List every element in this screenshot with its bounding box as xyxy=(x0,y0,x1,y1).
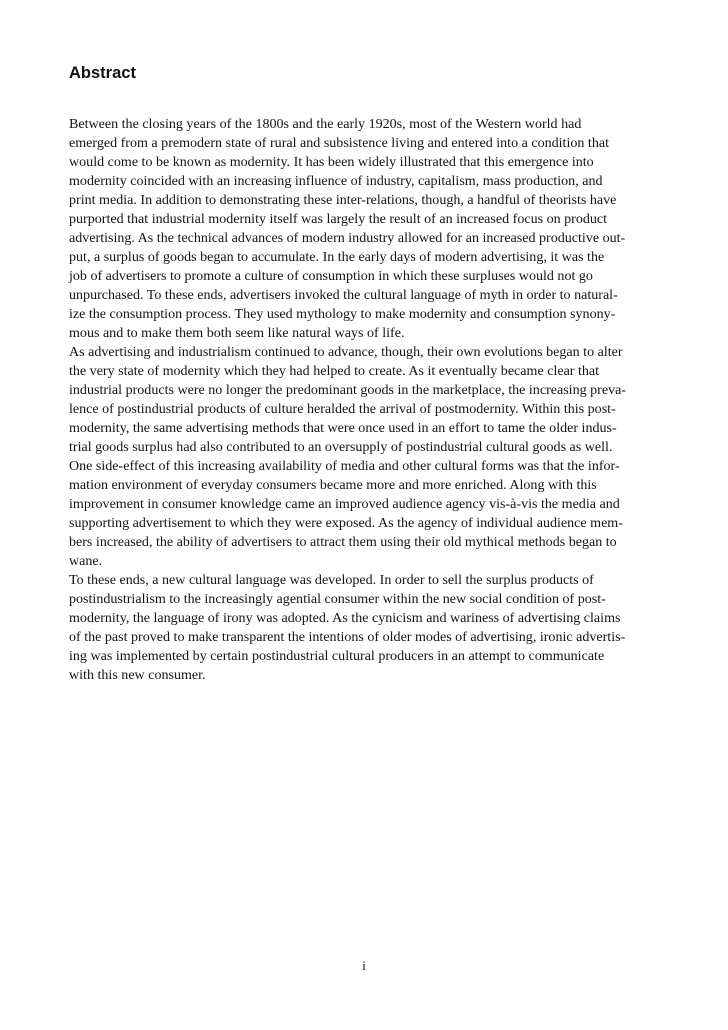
text-line: modernity, the language of irony was adopted. As the cynicism and wariness of advertising claims xyxy=(69,610,621,626)
text-line: postindustrialism to the increasingly agential consumer within the new social condition of post- xyxy=(69,591,606,607)
text-line: trial goods surplus had also contributed to an oversupply of postindustrial cultural goods as well. xyxy=(69,439,613,455)
paragraph-2 xyxy=(69,343,669,571)
text-line: mation environment of everyday consumers became more and more enriched. Along with this xyxy=(69,477,597,493)
text-line: modernity coincided with an increasing influence of industry, capitalism, mass production, and xyxy=(69,173,603,189)
text-line: would come to be known as modernity. It has been widely illustrated that this emergence into xyxy=(69,154,594,170)
text-line: put, a surplus of goods began to accumulate. In the early days of modern advertising, it was the xyxy=(69,249,605,265)
text-line: purported that industrial modernity itself was largely the result of an increased focus on product xyxy=(69,211,608,227)
text-line: advertising. As the technical advances of modern industry allowed for an increased productive out- xyxy=(69,230,626,246)
text-line: emerged from a premodern state of rural and subsistence living and entered into a condition that xyxy=(69,135,609,151)
text-line: ize the consumption process. They used mythology to make modernity and consumption synony- xyxy=(69,306,616,322)
text-line: modernity, the same advertising methods that were once used in an effort to tame the older indus- xyxy=(69,420,617,436)
abstract-heading: Abstract xyxy=(69,64,136,82)
text-line: wane. xyxy=(69,553,103,569)
text-line: job of advertisers to promote a culture of consumption in which these surpluses would not go xyxy=(69,268,593,284)
text-line: ing was implemented by certain postindustrial cultural producers in an attempt to communicate xyxy=(69,648,605,664)
paragraph-1 xyxy=(69,115,669,343)
text-line: As advertising and industrialism continued to advance, though, their own evolutions began to alter xyxy=(69,344,623,360)
text-line: supporting advertisement to which they were exposed. As the agency of individual audience mem- xyxy=(69,515,623,531)
text-line: with this new consumer. xyxy=(69,667,206,683)
text-line: Between the closing years of the 1800s and the early 1920s, most of the Western world had xyxy=(69,116,582,132)
text-line: One side-effect of this increasing availability of media and other cultural forms was that the infor- xyxy=(69,458,620,474)
text-line: lence of postindustrial products of culture heralded the arrival of postmodernity. Within this post- xyxy=(69,401,616,417)
text-line: unpurchased. To these ends, advertisers invoked the cultural language of myth in order to natural- xyxy=(69,287,618,303)
text-line: To these ends, a new cultural language was developed. In order to sell the surplus products of xyxy=(69,572,594,588)
text-line: bers increased, the ability of advertisers to attract them using their old mythical methods began to xyxy=(69,534,617,550)
text-line: industrial products were no longer the predominant goods in the marketplace, the increasing preva- xyxy=(69,382,627,398)
page-number: i xyxy=(362,958,366,973)
text-line: of the past proved to make transparent the intentions of older modes of advertising, ironic advertis- xyxy=(69,629,626,645)
text-line: print media. In addition to demonstrating these inter-relations, though, a handful of theorists have xyxy=(69,192,617,208)
paragraph-3 xyxy=(69,571,669,685)
text-line: improvement in consumer knowledge came an improved audience agency vis-à-vis the media and xyxy=(69,496,620,512)
text-line: mous and to make them both seem like natural ways of life. xyxy=(69,325,405,341)
text-line: the very state of modernity which they had helped to create. As it eventually became clear that xyxy=(69,363,600,379)
